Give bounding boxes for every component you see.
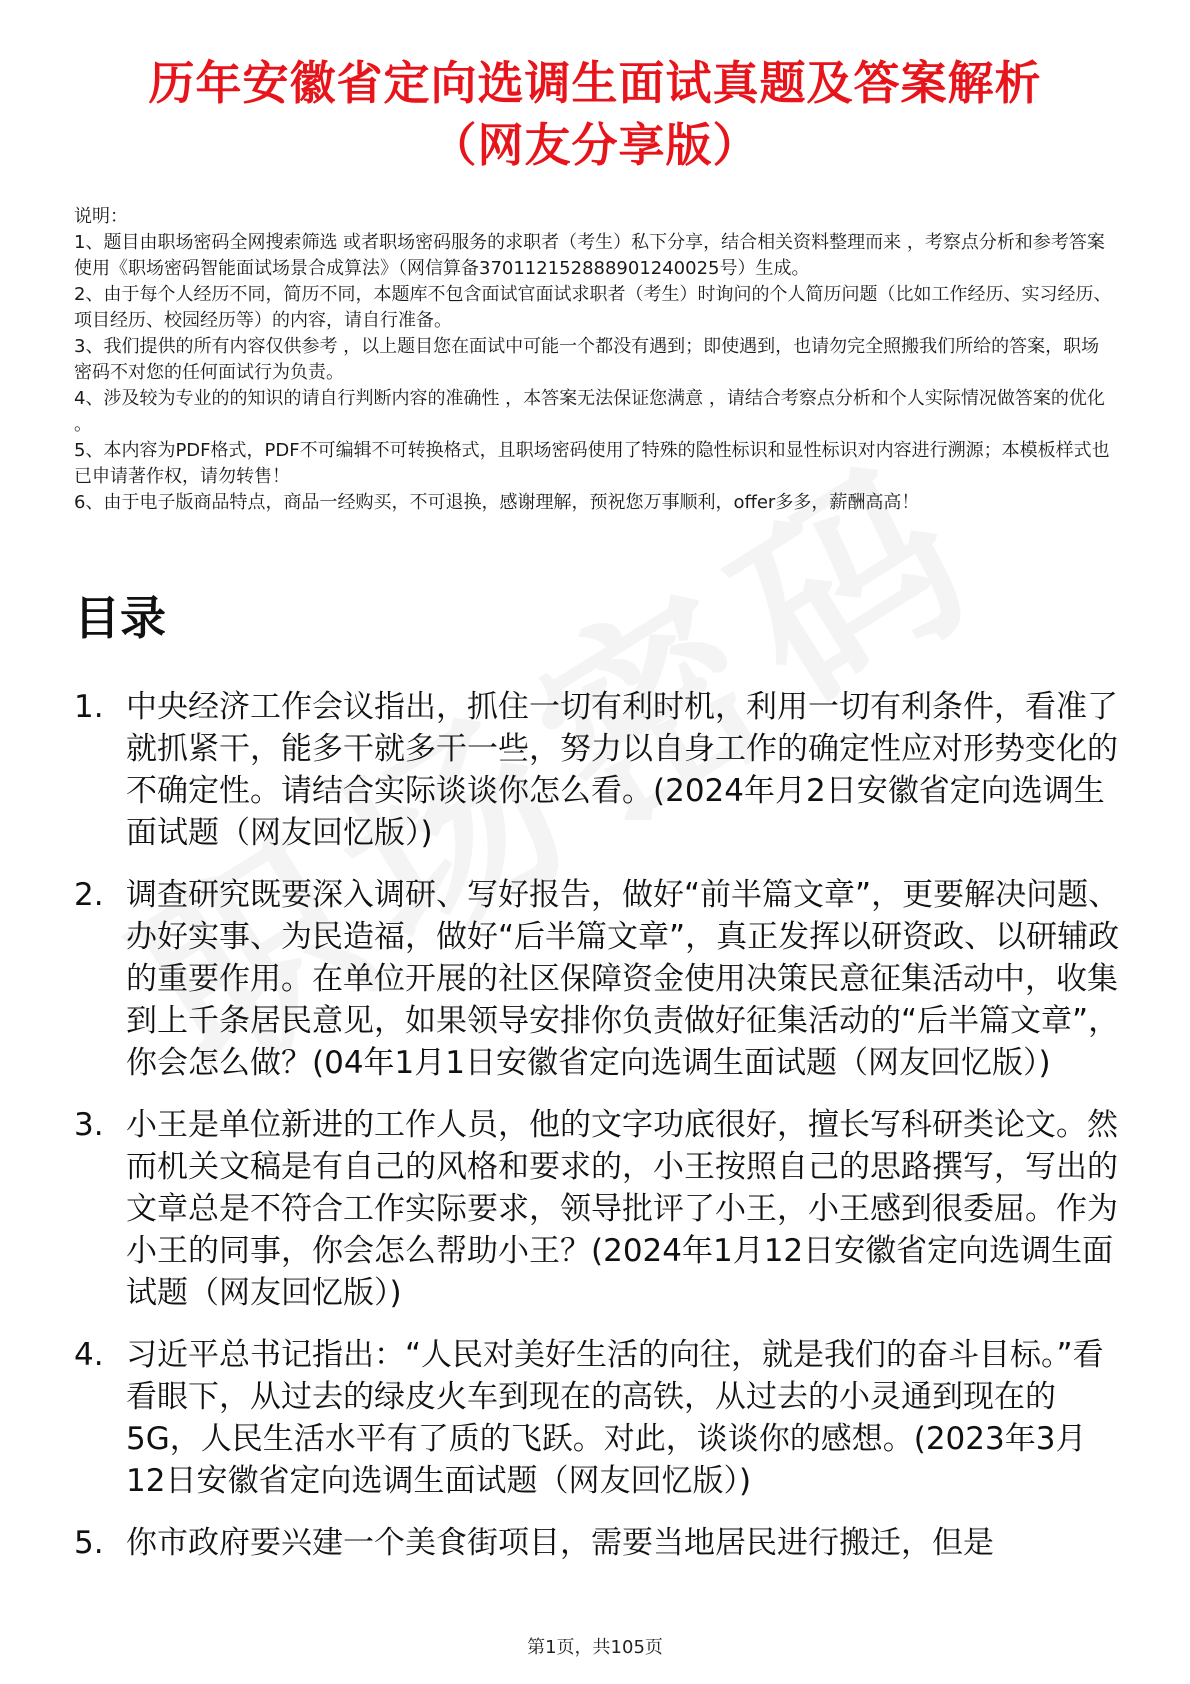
- toc-item[interactable]: [74, 1334, 1124, 1502]
- toc-item-text[interactable]: 中央经济工作会议指出，抓住一切有利时机，利用一切有利条件，看准了就抓紧干，能多干就多干一些，努力以自身工作的确定性应对形势变化的不确定性。请结合实际谈谈你怎么看。(2024年月2日安徽省定向选调生面试题（网友回忆版）): [126, 689, 1118, 851]
- toc-item-text[interactable]: 习近平总书记指出：“人民对美好生活的向往，就是我们的奋斗目标。”看看眼下，从过去的绿皮火车到现在的高铁，从过去的小灵通到现在的5G，人民生活水平有了质的飞跃。对此，谈谈你的感想。(2023年3月12日安徽省定向选调生面试题（网友回忆版）): [126, 1337, 1104, 1499]
- toc-item-number: 1.: [74, 689, 104, 725]
- toc-item[interactable]: [74, 686, 1124, 854]
- toc-item-number: 4.: [74, 1337, 104, 1373]
- toc-item-number: 5.: [74, 1525, 104, 1561]
- toc-item-text[interactable]: 小王是单位新进的工作人员，他的文字功底很好，擅长写科研类论文。然而机关文稿是有自己的风格和要求的，小王按照自己的思路撰写，写出的文章总是不符合工作实际要求，领导批评了小王，小王感到很委屈。作为小王的同事，你会怎么帮助小王？(2024年1月12日安徽省定向选调生面试题（网友回忆版）): [126, 1107, 1118, 1311]
- toc-item-text[interactable]: 调查研究既要深入调研、写好报告，做好“前半篇文章”，更要解决问题、办好实事、为民造福，做好“后半篇文章”，真正发挥以研资政、以研辅政的重要作用。在单位开展的社区保障资金使用决策民意征集活动中，收集到上千条居民意见，如果领导安排你负责做好征集活动的“后半篇文章”，你会怎么做？(04年1月1日安徽省定向选调生面试题（网友回忆版）): [126, 877, 1120, 1081]
- document-subtitle: （网友分享版）: [430, 118, 760, 172]
- toc-item[interactable]: [74, 1522, 1124, 1564]
- notes-item: 3、我们提供的所有内容仅供参考 ，以上题目您在面试中可能一个都没有遇到；即使遇到，也请勿完全照搬我们所给的答案，职场密码不对您的任何面试行为负责。: [74, 336, 1100, 383]
- notes-item: 6、由于电子版商品特点，商品一经购买，不可退换，感谢理解，预祝您万事顺利，offer多多，薪酬高高！: [74, 492, 920, 513]
- toc-item-number: 2.: [74, 877, 104, 913]
- toc-list: [74, 686, 1124, 1584]
- toc-item[interactable]: [74, 874, 1124, 1084]
- notes-item: 2、由于每个人经历不同，简历不同，本题库不包含面试官面试求职者（考生）时询问的个人简历问题（比如工作经历、实习经历、项目经历、校园经历等）的内容，请自行准备。: [74, 284, 1112, 331]
- toc-item-number: 3.: [74, 1107, 104, 1143]
- notes-section: [74, 204, 1114, 516]
- document-title: 历年安徽省定向选调生面试真题及答案解析: [148, 56, 1042, 110]
- notes-heading: 说明：: [74, 206, 128, 227]
- toc-item[interactable]: [74, 1104, 1124, 1314]
- notes-item: 5、本内容为PDF格式，PDF不可编辑不可转换格式，且职场密码使用了特殊的隐性标识和显性标识对内容进行溯源；本模板样式也已申请著作权，请勿转售！: [74, 440, 1110, 487]
- notes-item: 4、涉及较为专业的的知识的请自行判断内容的准确性 ，本答案无法保证您满意 ，请结合考察点分析和个人实际情况做答案的优化 。: [74, 388, 1105, 435]
- notes-item: 1、题目由职场密码全网搜索筛选 或者职场密码服务的求职者（考生）私下分享，结合相关资料整理而来 ，考察点分析和参考答案使用《职场密码智能面试场景合成算法》（网信算备370112152888901240025号）生成。: [74, 232, 1105, 279]
- toc-heading: 目录: [74, 591, 166, 645]
- page-footer: 第1页，共105页: [527, 1637, 663, 1658]
- toc-item-text[interactable]: 你市政府要兴建一个美食街项目，需要当地居民进行搬迁，但是: [126, 1525, 994, 1561]
